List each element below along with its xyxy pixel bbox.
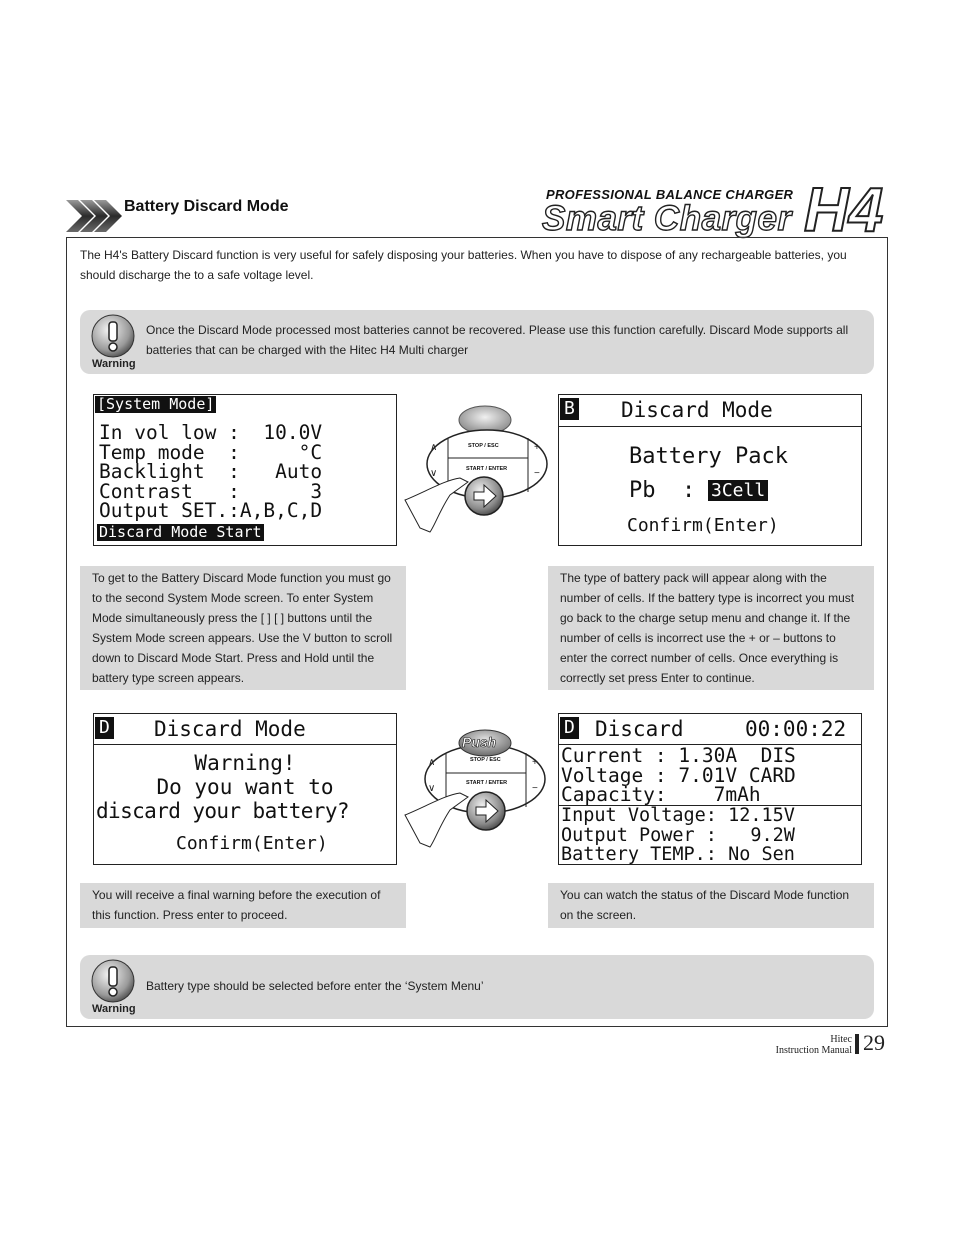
- lcd-timer: 00:00:22: [745, 717, 847, 741]
- lcd-system-mode: [93, 394, 397, 546]
- lcd-title: Discard Mode: [154, 717, 306, 741]
- push-label: Push: [462, 734, 497, 750]
- lcd-line: discard your battery?: [96, 799, 349, 823]
- lcd-highlight-row: Discard Mode Start: [99, 523, 262, 541]
- lcd-line: Warning!: [194, 751, 296, 775]
- lcd-divider: [94, 744, 396, 745]
- lcd-line: Do you want to: [156, 775, 334, 799]
- stop-esc-label: STOP / ESC: [470, 757, 501, 763]
- section-title: Battery Discard Mode: [124, 198, 289, 215]
- svg-text:−: −: [534, 468, 540, 479]
- lcd-confirm: Confirm(Enter): [627, 515, 779, 536]
- caption-1: To get to the Battery Discard Mode function you must go to the second System Mode screen. To enter System Mode simultaneously press the [ ] [ ] buttons until the System Mode screen appears. Use the V button to scroll down to Discard Mode Start. Press and Hold until the battery type screen appears.: [80, 566, 406, 690]
- caption-4: You can watch the status of the Discard Mode function on the screen.: [548, 883, 874, 928]
- keypad-press-illustration: [400, 400, 550, 550]
- svg-text:∧: ∧: [430, 442, 438, 453]
- footer-brand: [776, 1034, 852, 1056]
- lcd-battery-pack: [558, 394, 862, 546]
- footer-brand-name: Hitec: [830, 1034, 852, 1045]
- lcd-row: Current : 1.30A DIS: [561, 744, 796, 767]
- lcd-title: Discard: [595, 717, 684, 741]
- lcd-discard-status: [558, 713, 862, 865]
- start-enter-label: START / ENTER: [466, 780, 508, 786]
- caption-2: The type of battery pack will appear along with the number of cells. If the battery type is incorrect you must go back to the charge setup menu and change it. If the number of cells is incorrect use the + or – buttons to enter the correct number of cells. Once everything is correctly set press Enter to continue.: [548, 566, 874, 690]
- lcd-row: Temp mode : °C: [99, 440, 323, 464]
- lcd-row: Output SET.:A,B,C,D: [99, 499, 323, 522]
- caption-3: You will receive a final warning before the execution of this function. Press enter to proceed.: [80, 883, 406, 928]
- lcd-row: Output Power : 9.2W: [561, 824, 795, 846]
- svg-text:+: +: [534, 442, 540, 453]
- warning-box-1: [80, 310, 874, 374]
- warning-label: Warning: [92, 1003, 136, 1015]
- lcd-row: In vol low : 10.0V: [99, 421, 323, 444]
- svg-text:+: +: [532, 757, 538, 768]
- brand-name: Smart Charger: [542, 199, 792, 238]
- svg-text:−: −: [532, 783, 538, 794]
- warning-text: Battery type should be selected before enter the ‘System Menu’: [146, 979, 484, 993]
- lcd-row: Input Voltage: 12.15V: [561, 805, 795, 826]
- lcd-row: Voltage : 7.01V CARD: [561, 763, 796, 787]
- lcd-title: Discard Mode: [621, 398, 773, 422]
- warning-text: Once the Discard Mode processed most batteries cannot be recovered. Please use this function carefully. Discard Mode supports all batteries that can be charged with the Hitec H4 Multi charger: [146, 323, 849, 357]
- svg-text:∨: ∨: [430, 468, 438, 479]
- lcd-title: [System Mode]: [97, 395, 215, 413]
- brand-subtitle: PROFESSIONAL BALANCE CHARGER: [546, 187, 794, 202]
- lcd-channel: D: [95, 717, 114, 739]
- lcd-discard-warning: [93, 713, 397, 865]
- lcd-value-highlight: 3Cell: [708, 480, 768, 501]
- warning-icon: [91, 314, 135, 358]
- lcd-line: Battery Pack: [629, 444, 788, 469]
- lcd-channel: D: [560, 717, 579, 739]
- lcd-row: Backlight : Auto: [99, 460, 323, 483]
- warning-box-2: [80, 955, 874, 1019]
- lcd-confirm: Confirm(Enter): [176, 833, 328, 854]
- stop-esc-label: STOP / ESC: [468, 443, 499, 449]
- lcd-divider: [559, 426, 861, 427]
- page-number: 29: [863, 1030, 885, 1055]
- lcd-row: Contrast : 3: [99, 479, 323, 503]
- warning-icon: [91, 959, 135, 1003]
- lcd-line: Pb :: [629, 478, 696, 503]
- lcd-channel: B: [560, 398, 579, 420]
- footer-manual-label: Instruction Manual: [775, 1045, 852, 1056]
- warning-label: Warning: [92, 358, 136, 370]
- brand-model: H4: [804, 176, 884, 245]
- intro-paragraph: The H4's Battery Discard function is very useful for safely disposing your batteries. When you have to dispose of any rechargeable batteries, you should discharge the to a safe voltage level.: [80, 248, 847, 282]
- lcd-row: Capacity: 7mAh: [561, 783, 761, 806]
- lcd-row: Battery TEMP.: No Sen: [561, 844, 795, 865]
- chevrons-icon: [66, 198, 122, 234]
- footer-divider: [855, 1034, 859, 1054]
- svg-text:∧: ∧: [428, 757, 436, 768]
- start-enter-label: START / ENTER: [466, 466, 508, 472]
- svg-text:∨: ∨: [428, 783, 436, 794]
